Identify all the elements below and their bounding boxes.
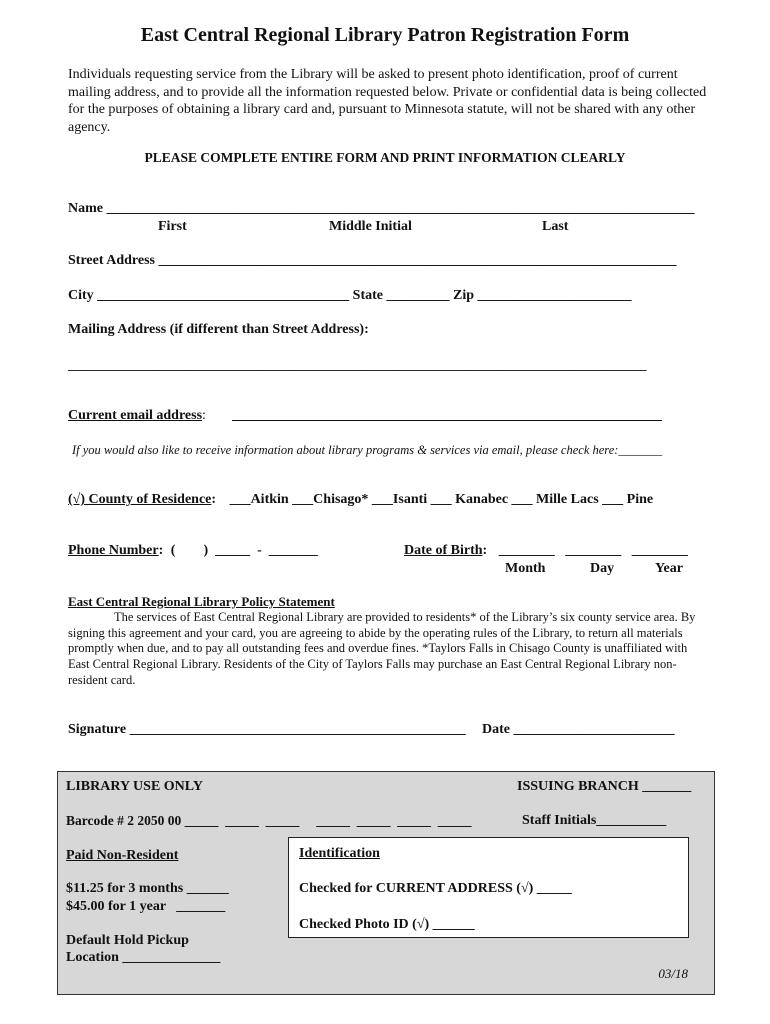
email-field[interactable]	[232, 420, 662, 421]
dob-field[interactable]: ________ ________ ________	[498, 543, 688, 558]
email-label: Current email address	[68, 408, 203, 423]
default-hold-label: Default Hold Pickup	[66, 933, 189, 948]
mailing-address-field[interactable]: _________________________________________________________________________________________	[68, 357, 647, 372]
barcode-field[interactable]: Barcode # 2 2050 00 _____ _____ _____ _____ _____ _____ _____	[66, 813, 472, 828]
date-field[interactable]: _______________________	[513, 722, 675, 737]
dob-colon: :	[482, 543, 488, 558]
dob-label: Date of Birth	[404, 543, 483, 558]
phone-colon: :	[158, 543, 164, 558]
year-caption: Year	[655, 561, 683, 576]
checked-address-field[interactable]: Checked for CURRENT ADDRESS (√) _____	[299, 881, 572, 896]
location-field[interactable]: Location ______________	[66, 950, 221, 965]
print-clearly-notice: PLEASE COMPLETE ENTIRE FORM AND PRINT INFORMATION CLEARLY	[144, 150, 626, 165]
first-caption: First	[158, 219, 187, 234]
email-colon: :	[202, 408, 206, 423]
identification-heading: Identification	[299, 846, 380, 861]
policy-title: East Central Regional Library Policy Statement	[68, 594, 335, 609]
paid-non-resident-label: Paid Non-Resident	[66, 848, 179, 863]
middle-initial-caption: Middle Initial	[329, 219, 412, 234]
street-row	[68, 253, 676, 269]
email-optin-note[interactable]: If you would also like to receive information about library programs & services via email, please check here:_______	[72, 443, 663, 457]
date-row	[482, 722, 675, 738]
last-caption: Last	[542, 219, 569, 234]
fee-1-year[interactable]: $45.00 for 1 year _______	[66, 899, 226, 914]
month-caption: Month	[505, 561, 546, 576]
county-colon: :	[211, 492, 217, 507]
phone-field[interactable]: ( ) _____ - _______	[170, 543, 318, 558]
signature-label: Signature	[68, 722, 127, 737]
staff-initials-field[interactable]: Staff Initials__________	[522, 813, 667, 828]
name-field[interactable]: ____________________________________________________________________________________	[106, 201, 695, 216]
city-row	[68, 288, 632, 304]
mailing-address-label: Mailing Address (if different than Street Address):	[68, 322, 369, 337]
phone-label: Phone Number	[68, 543, 159, 558]
signature-row	[68, 722, 466, 738]
county-row	[68, 492, 653, 508]
signature-field[interactable]: ________________________________________________	[129, 722, 466, 737]
form-version: 03/18	[658, 966, 688, 981]
zip-field[interactable]: ______________________	[477, 288, 632, 303]
email-row	[68, 408, 206, 424]
issuing-branch-field[interactable]: ISSUING BRANCH _______	[517, 779, 692, 794]
city-label: City	[68, 288, 94, 303]
name-label: Name	[68, 201, 103, 216]
county-label: (√) County of Residence	[68, 492, 212, 507]
phone-row	[68, 543, 318, 559]
intro-paragraph: Individuals requesting service from the Library will be asked to present photo identification, proof of current mailing address, and to provide all the information requested below. Private or confidential data is being collected for the purposes of obtaining a library card and, pursuant to Minnesota statute, will not be shared with any other agency.	[68, 67, 707, 135]
policy-text: The services of East Central Regional Library are provided to residents* of the Library’s six county service area. By signing this agreement and your card, you are agreeing to abide by the operating rules of the Library, to return all materials promptly when due, and to pay all outstanding fees and overdue fines. *Taylors Falls in Chisago County is unaffiliated with East Central Regional Library. Residents of the City of Taylors Falls may purchase an East Central Regional Library non-resident card.	[68, 610, 696, 687]
dob-row	[404, 543, 688, 559]
fee-3-months[interactable]: $11.25 for 3 months ______	[66, 881, 229, 896]
day-caption: Day	[590, 561, 615, 576]
checked-photo-id-field[interactable]: Checked Photo ID (√) ______	[299, 917, 475, 932]
zip-label: Zip	[453, 288, 475, 303]
date-label: Date	[482, 722, 510, 737]
city-field[interactable]: ____________________________________	[97, 288, 350, 303]
street-field[interactable]: __________________________________________________________________________	[158, 253, 677, 268]
form-title: East Central Regional Library Patron Registration Form	[140, 24, 630, 46]
state-field[interactable]: _________	[386, 288, 450, 303]
county-options[interactable]: ___Aitkin ___Chisago* ___Isanti ___ Kanabec ___ Mille Lacs ___ Pine	[229, 492, 654, 507]
name-row	[68, 201, 695, 217]
street-label: Street Address	[68, 253, 155, 268]
state-label: State	[352, 288, 383, 303]
library-use-heading: LIBRARY USE ONLY	[66, 779, 203, 794]
